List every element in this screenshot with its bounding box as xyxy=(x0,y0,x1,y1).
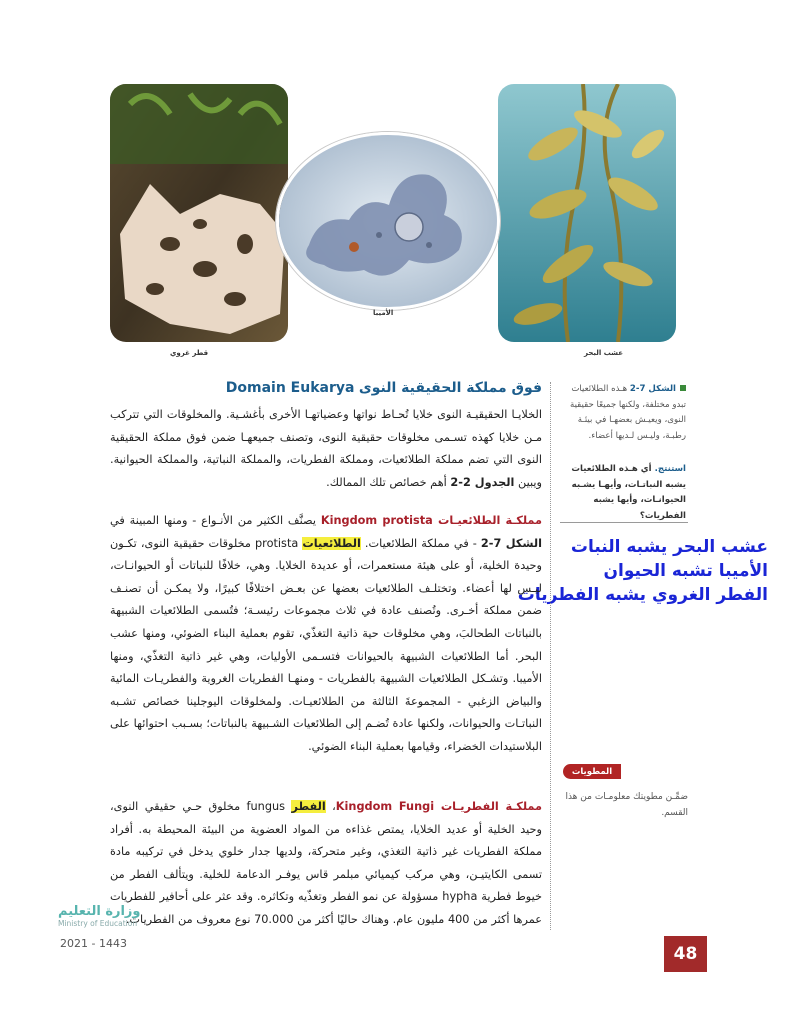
amoeba-caption: الأميبا xyxy=(373,309,394,317)
kelp-caption: عشب البحر xyxy=(584,349,624,357)
protista-intro: يصنَّف الكثير من الأنـواع - ومنها المبينة في xyxy=(110,514,321,527)
foldables-badge: المطويات xyxy=(563,764,621,779)
fungi-body: fungus مخلوق حـي حقيقي النوى، وحيد الخلية أو عديد الخلايا، يمتص غذاءه من المواد العضوية من البيئة المحيطة به. أفراد مملكة الفطريات غير ذاتية التغذي، وغير متحركة، ولديها جدار خلوي يدخل في تركيبه مادة تسمى الكايتيـن، وهي مركب كيميائي مبلمر قاس يوفـر الدعامة للخلية. ويتألف الفطر من خيوط فطرية hypha مسؤولة عن نمو الفطر وتغذّيه وتكاثره. وقد عثر على أحافير للفطريات عمرها أكثر من 400 مليون عام. وهناك حاليًا أكثر من 70.000 نوع معروف من الفطريات. xyxy=(110,800,542,926)
fungi-paragraph xyxy=(110,796,542,932)
page-number: 48 xyxy=(664,936,707,972)
eukarya-text: الخلايـا الحقيقيـة النوى خلايا تُحـاط نواتها وعضياتهـا الأخرى بأغشـية. والمخلوقات التي تتركب مـن خلايا كهذه تسـمى مخلوقات حقيقية النوى، وتصنف جميعهـا ضمن فوق مملكة الحقيقية النوى التي تضم مملكة الطلائعيات، ومملكة الفطريات، والمملكة النباتية، والمملكة الحيوانية. ويبين xyxy=(110,408,542,489)
fungi-term: الفطر xyxy=(291,800,326,813)
protista-paragraph xyxy=(110,510,542,759)
edition-year: 2021 - 1443 xyxy=(60,937,127,950)
question-text: أي هـذه الطلائعيات يشبه النباتـات، وأيهـا يشـبه الحيوانـات، وأيها يشبه الفطريات؟ xyxy=(571,464,686,521)
handwritten-note-kelp: عشب البحر يشبه النبات xyxy=(570,537,768,557)
protista-mid: - في مملكة الطلائعيات. xyxy=(360,536,481,550)
protista-term: الطلائعيات xyxy=(302,536,361,550)
figure-ref: الشكل 7-2 xyxy=(480,536,542,550)
handwritten-note-slime-mold: الفطر الغروي يشبه الفطريات xyxy=(517,585,768,605)
figure-text: هـذه الطلائعيات تبدو مختلفة، ولكنها جميعًا حقيقية النوى، ويعيـش بعضهـا في بيئـة رطبـة، وليـس لـديها أعضاء. xyxy=(569,384,686,441)
figure-marker-icon xyxy=(680,385,686,391)
ministry-name-en: Ministry of Education xyxy=(58,919,138,928)
eukarya-heading-ar: فوق مملكة الحقيقية النوى xyxy=(358,380,542,396)
question-label: استنتج. xyxy=(654,464,686,474)
sidebar-divider xyxy=(560,522,688,523)
kelp-photo xyxy=(498,84,676,342)
ministry-logo xyxy=(58,904,158,928)
table-ref: الجدول 2-2 xyxy=(450,475,515,489)
foldables-text: ضمِّـن مطويتك معلومـات من هذا القسم. xyxy=(565,792,688,818)
fungi-heading: مملكـة الفطريـات Kingdom Fungi xyxy=(335,800,542,813)
eukarya-heading-en: Domain Eukarya xyxy=(225,380,355,396)
slime-mold-photo xyxy=(110,84,288,342)
eukarya-heading xyxy=(110,380,542,396)
protista-body: protista مخلوقات حقيقية النوى، تكـون وحيدة الخلية، أو على هيئة مستعمرات، أو عديدة الخلايا. وهي، خلافًا للنباتات أو الحيوانـات، ليـس لها أعضاء. وتختلـف الطلائعيات بعضها عن بعـض اختلافًا كبيرًا، ولا يمكـن أن تصنـف ضمن مملكة أخـرى. وتُصنف عادة في ثلاث مجموعات رئيسـة؛ فتُسمى الطلائعيات الشبيهة بالنباتات الطحالبَ، وهي مخلوقات حية ذاتية التغذّي، تقوم بعملية البناء الضوئي، ومنها عشب البحر. أما الطلائعيات الشبيهة بالحيوانات فتسـمى الأوليات، وهي غير ذاتية التغذّي، ومنها الأميبا. وتشـكل الطلائعيات الشبيهة بالفطريات - ومنهـا الفطريات الغروية والفطريـات المائية والبياض الزغبي - المجموعةَ الثالثة من الطلائعيـات. ولمخلوقات اليوجلينا خصائص تشـبه النباتـات والحيوانات، ولكنها عادة تُضـم إلى الطلائعيات الشـبيهة بالنباتات؛ بسـبب احتوائها على البلاستيدات الخضراء، وقيامها بعملية البناء الضوئي. xyxy=(110,536,542,753)
slime-mold-caption: قطر غروي xyxy=(170,349,209,357)
figure-caption xyxy=(558,382,686,444)
figure-label: الشكل 7-2 xyxy=(629,384,676,394)
protista-heading: مملكـة الطلائعيـات Kingdom protista xyxy=(320,514,542,527)
handwritten-note-amoeba: الأميبا تشبه الحيوان xyxy=(603,561,768,581)
eukarya-text-end: أهم خصائص تلك الممالك. xyxy=(326,475,451,489)
fungi-sep: ، xyxy=(325,800,336,813)
figure-question xyxy=(558,462,686,524)
column-separator xyxy=(550,382,551,930)
ministry-name-ar: وزارة التعليم xyxy=(58,904,141,919)
amoeba-photo xyxy=(276,132,500,310)
eukarya-paragraph xyxy=(110,404,542,494)
